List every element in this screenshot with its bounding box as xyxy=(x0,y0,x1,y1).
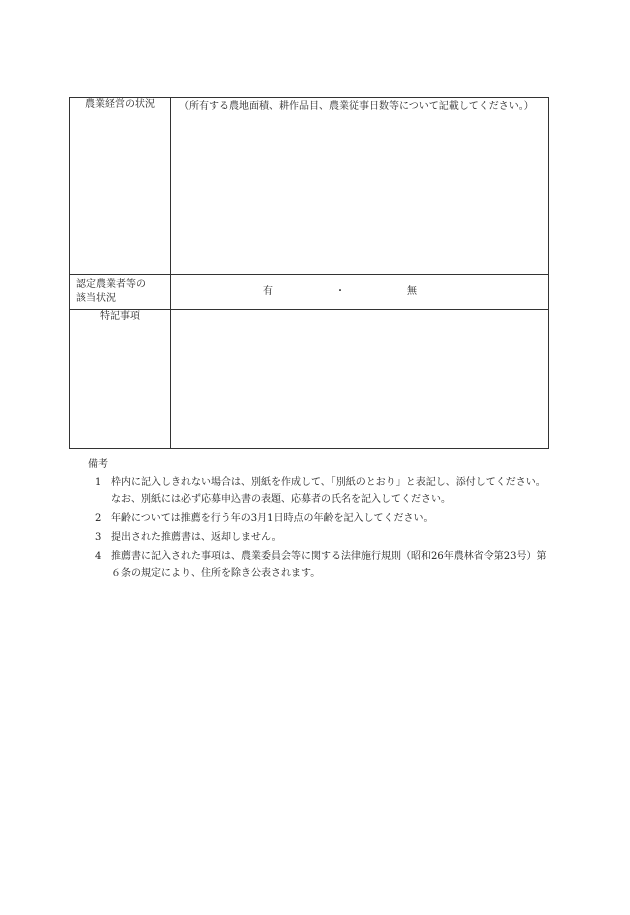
certification-option-yes[interactable]: 有 xyxy=(263,286,273,297)
remarks-item-number: 4 xyxy=(95,551,102,562)
remarks-item xyxy=(95,510,555,527)
remarks-item xyxy=(95,529,555,546)
certification-separator: ・ xyxy=(335,286,345,297)
remarks-item-number: 1 xyxy=(95,477,102,488)
special-notes-label: 特記事項 xyxy=(100,311,140,322)
special-notes-row xyxy=(70,310,549,449)
remarks-item xyxy=(95,548,555,582)
remarks-item xyxy=(95,474,555,508)
remarks-item-text: 年齢については推薦を行う年の3月1日時点の年齢を記入してください。 xyxy=(111,513,434,524)
certification-label-cell xyxy=(70,275,171,310)
certification-field xyxy=(171,275,549,310)
farming-status-row xyxy=(70,98,549,275)
remarks-item-text: 提出された推薦書は、返却しません。 xyxy=(111,532,282,543)
remarks-list xyxy=(95,474,555,584)
recommendation-form-table xyxy=(69,97,549,449)
remarks-heading: 備考 xyxy=(88,459,108,470)
remarks-item-text: 推薦書に記入された事項は、農業委員会等に関する法律施行規則（昭和26年農林省令第23号）第６条の規定により、住所を除き公表されます。 xyxy=(111,551,547,579)
certification-option-no[interactable]: 無 xyxy=(407,286,417,297)
remarks-item-text: 枠内に記入しきれない場合は、別紙を作成して、「別紙のとおり」と表記し、添付してください。なお、別紙には必ず応募申込書の表題、応募者の氏名を記入してください。 xyxy=(111,477,546,505)
farming-status-instruction: （所有する農地面積、耕作品目、農業従事日数等について記載してください。） xyxy=(179,101,534,112)
remarks-item-number: 2 xyxy=(95,513,102,524)
certification-row xyxy=(70,275,549,310)
special-notes-label-cell xyxy=(70,310,171,449)
certification-label-line2: 該当状況 xyxy=(76,293,116,304)
remarks-item-number: 3 xyxy=(95,532,102,543)
farming-status-label-cell xyxy=(70,98,171,275)
farming-status-label: 農業経営の状況 xyxy=(85,99,155,110)
certification-label-line1: 認定農業者等の xyxy=(76,279,146,290)
special-notes-field[interactable] xyxy=(171,310,549,449)
farming-status-field[interactable] xyxy=(171,98,549,275)
